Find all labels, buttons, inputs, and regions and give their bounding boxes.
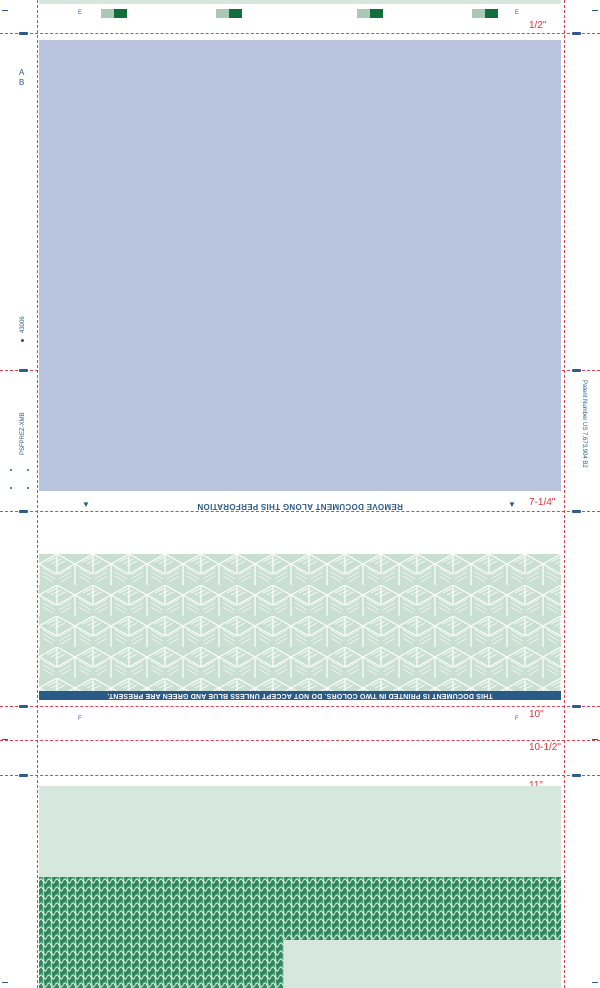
edge-tick-left-top — [2, 10, 8, 11]
f-mark-right: F — [515, 716, 519, 722]
two-color-warning-bar: THIS DOCUMENT IS PRINTED IN TWO COLORS. DO NOT ACCEPT UNLESS BLUE AND GREEN ARE PRESENT. — [39, 691, 561, 700]
label-a: A — [19, 68, 25, 77]
pinhole-left-4 — [19, 705, 28, 708]
top-green-strip — [39, 0, 561, 4]
pinhole-left-5 — [19, 774, 28, 777]
measure-half: 1/2" — [529, 20, 547, 31]
edge-tick-right-top — [592, 10, 598, 11]
edge-tick-left-mid — [2, 739, 8, 740]
patent-number: Patent Number US 7,673,904 B2 — [581, 380, 587, 468]
perforation-eleven — [0, 775, 600, 776]
dot-3 — [10, 487, 12, 489]
signature-area — [284, 940, 561, 988]
edge-tick-right-bottom — [592, 982, 598, 983]
measure-seven-quarter: 7-1/4" — [529, 497, 556, 508]
pinhole-right-2 — [572, 369, 581, 372]
dot-2 — [27, 469, 29, 471]
perforation-half — [0, 33, 600, 34]
perforation-ten-half — [0, 740, 600, 741]
e-mark-top: E — [78, 10, 83, 16]
label-b: B — [19, 78, 25, 87]
right-perforation — [564, 0, 565, 988]
arrow-left-icon: ▼ — [82, 500, 90, 509]
pinhole-left-1 — [19, 32, 28, 35]
dot-4 — [27, 487, 29, 489]
e-mark-top-right: E — [515, 10, 520, 16]
check-blue-panel — [39, 40, 561, 491]
arrow-right-icon: ▼ — [508, 500, 516, 509]
measure-ten-half: 10-1/2" — [529, 742, 561, 753]
pinhole-right-5 — [572, 774, 581, 777]
bullet-dot — [21, 339, 24, 342]
f-mark-left: F — [78, 716, 82, 722]
edge-tick-left-bottom — [2, 982, 8, 983]
dot-1 — [10, 469, 12, 471]
form-number: 43006 — [20, 316, 26, 333]
pinhole-left-3 — [19, 510, 28, 513]
pinhole-right-4 — [572, 705, 581, 708]
perforation-ten — [0, 706, 600, 707]
edge-tick-right-mid — [592, 739, 598, 740]
pinhole-left-2 — [19, 369, 28, 372]
left-perforation — [37, 0, 38, 988]
security-pattern-band — [39, 554, 561, 691]
pinhole-right-1 — [572, 32, 581, 35]
product-code: PSFPREZ-XMB — [20, 412, 26, 455]
remove-perforation-text: REMOVE DOCUMENT ALONG THIS PERFORATION — [197, 502, 403, 511]
pinhole-right-3 — [572, 510, 581, 513]
measure-ten: 10" — [529, 709, 544, 720]
